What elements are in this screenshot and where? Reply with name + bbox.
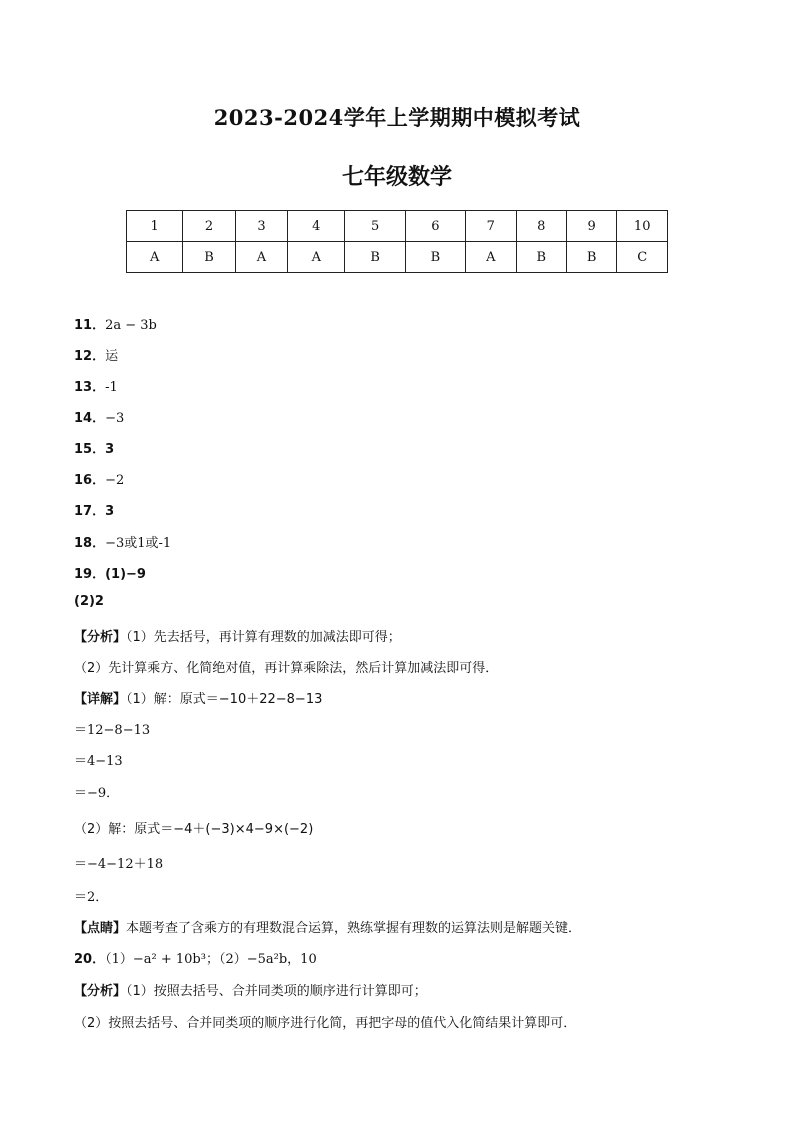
comment-text: 本题考查了含乘方的有理数混合运算，熟练掌握有理数的运算法则是解题关键．: [126, 921, 582, 936]
answer-table-header-row: [127, 211, 668, 242]
question-number: 7: [466, 211, 516, 242]
answer-cell: B: [183, 242, 235, 273]
answer-cell: A: [288, 242, 345, 273]
answer-cell: A: [127, 242, 183, 273]
answer-table: [126, 210, 668, 273]
question-number: 3: [235, 211, 287, 242]
analysis-tag: 【分析】: [74, 984, 127, 999]
q19-analysis: [74, 626, 401, 645]
list-item: [74, 563, 146, 582]
q20-analysis: [74, 980, 427, 999]
item-answer: −2: [105, 473, 125, 488]
item-number: 15．: [74, 442, 106, 457]
question-number: 2: [183, 211, 235, 242]
page-title: 2023-2024学年上学期期中模拟考试: [213, 105, 581, 130]
page-subtitle: 七年级数学: [341, 164, 452, 190]
item-answer: (1)−9: [105, 567, 146, 582]
analysis-text: （1）先去括号，再计算有理数的加减法即可得；: [126, 630, 401, 645]
question-number: 8: [516, 211, 566, 242]
answer-table-answer-row: [127, 242, 668, 273]
question-number: 10: [617, 211, 668, 242]
detail-text: （1）解：原式＝−10＋22−8−13: [126, 692, 323, 707]
q19-step: ＝−9．: [74, 786, 120, 801]
q19-step: ＝2．: [74, 890, 109, 905]
q19-part2-answer: (2)2: [74, 594, 104, 609]
question-number: 9: [566, 211, 616, 242]
q20-analysis-2: （2）按照去括号、合并同类项的顺序进行化简，再把字母的值代入化简结果计算即可．: [74, 1016, 577, 1031]
analysis-tag: 【分析】: [74, 630, 127, 645]
question-number: 6: [405, 211, 465, 242]
list-item: [74, 345, 118, 364]
item-answer: 3: [105, 504, 115, 519]
item-answer: 3: [105, 442, 115, 457]
list-item: [74, 438, 114, 457]
item-answer: -1: [105, 380, 118, 395]
item-number: 17．: [74, 504, 106, 519]
item-number: 11．: [74, 318, 106, 333]
analysis-text: （1）按照去括号、合并同类项的顺序进行计算即可；: [126, 984, 427, 999]
item-answer: （1）−a² + 10b³；（2）−5a²b，10: [105, 952, 317, 967]
answer-cell: A: [466, 242, 516, 273]
answer-cell: B: [405, 242, 465, 273]
list-item: [74, 314, 157, 333]
detail-tag: 【详解】: [74, 692, 127, 707]
q20-answer: [74, 948, 317, 967]
answer-cell: B: [566, 242, 616, 273]
item-number: 20．: [74, 952, 106, 967]
q19-detail: [74, 688, 322, 707]
question-number: 5: [345, 211, 405, 242]
list-item: [74, 532, 171, 551]
item-number: 18．: [74, 536, 106, 551]
item-number: 12．: [74, 349, 106, 364]
item-answer: −3或1或-1: [105, 536, 172, 551]
question-number: 1: [127, 211, 183, 242]
item-answer: 2a − 3b: [105, 318, 157, 333]
q19-detail-2: （2）解：原式＝−4＋(−3)×4−9×(−2): [74, 822, 314, 837]
q19-step: ＝4−13: [74, 754, 123, 769]
q19-step: ＝−4−12＋18: [74, 857, 164, 872]
comment-tag: 【点睛】: [74, 921, 127, 936]
item-number: 14．: [74, 411, 106, 426]
list-item: [74, 469, 124, 488]
answer-cell: B: [345, 242, 405, 273]
q19-step: ＝12−8−13: [74, 723, 151, 738]
item-number: 19．: [74, 567, 106, 582]
q19-comment: [74, 917, 581, 936]
item-answer: 运: [105, 349, 119, 364]
list-item: [74, 407, 124, 426]
item-answer: −3: [105, 411, 125, 426]
answer-cell: C: [617, 242, 668, 273]
q19-analysis-2: （2）先计算乘方、化简绝对值，再计算乘除法，然后计算加减法即可得．: [74, 661, 499, 676]
answer-cell: A: [235, 242, 287, 273]
answer-cell: B: [516, 242, 566, 273]
question-number: 4: [288, 211, 345, 242]
item-number: 13．: [74, 380, 106, 395]
list-item: [74, 500, 114, 519]
list-item: [74, 376, 118, 395]
item-number: 16．: [74, 473, 106, 488]
